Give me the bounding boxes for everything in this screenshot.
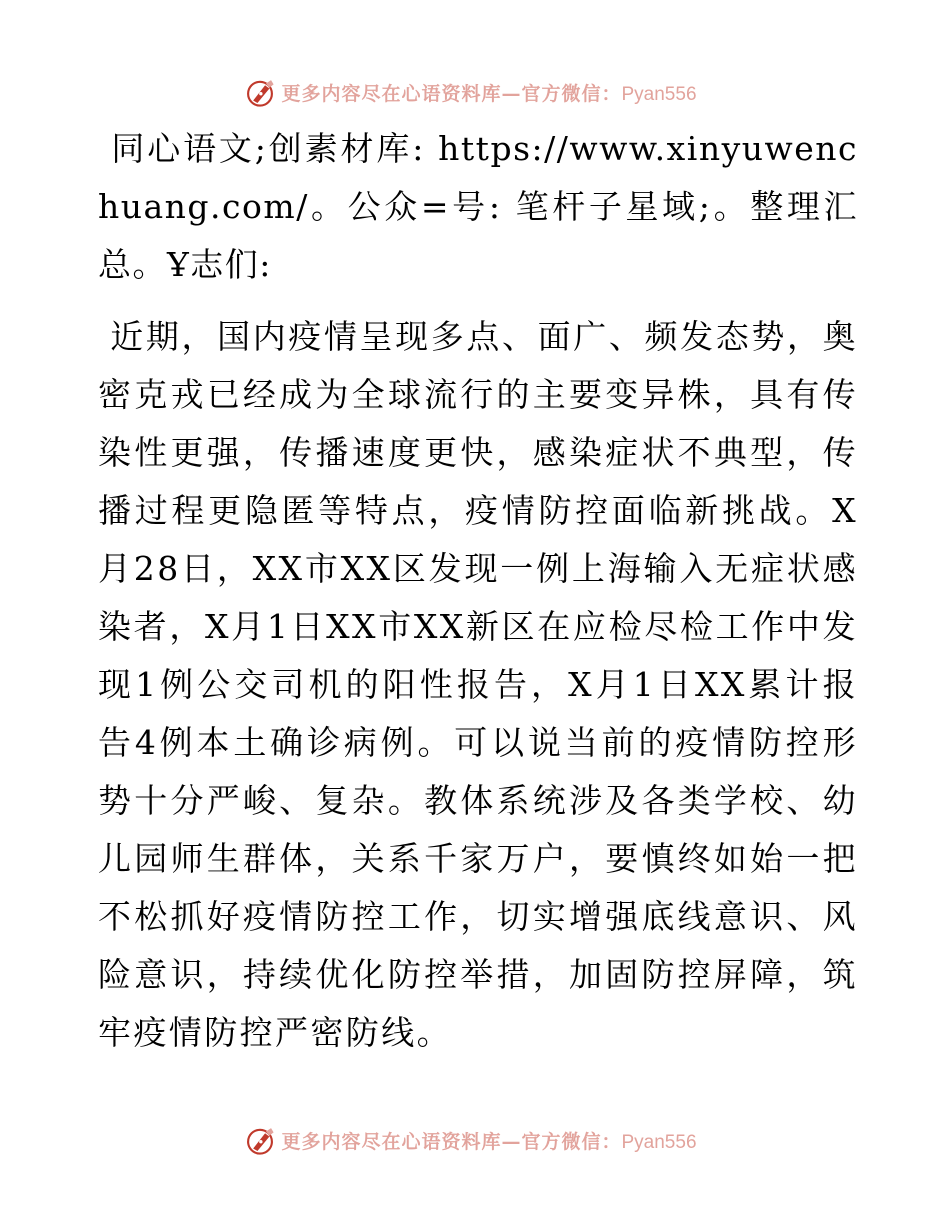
pen-nib-logo-icon (243, 75, 277, 109)
header-banner (0, 72, 950, 112)
footer-banner-handle: Pyan556 (621, 1131, 697, 1153)
paragraph-2 (98, 308, 858, 1062)
paragraph-1-text: 同心语文;创素材库: https://www.xinyuwenchuang.com/。公众=号: 笔杆子星域;。整理汇总。Ұ志们: (98, 129, 858, 284)
footer-banner-text (281, 1127, 696, 1154)
header-banner-text (281, 79, 696, 106)
header-banner-handle: Pyan556 (621, 83, 697, 105)
footer-banner (0, 1120, 950, 1160)
header-banner-label: 更多内容尽在心语资料库—官方微信： (281, 82, 622, 105)
document-body (98, 120, 858, 1062)
paragraph-1 (98, 120, 858, 294)
footer-banner-label: 更多内容尽在心语资料库—官方微信： (281, 1130, 622, 1153)
pen-nib-logo-icon (243, 1123, 277, 1157)
paragraph-2-text: 近期，国内疫情呈现多点、面广、频发态势，奥密克戎已经成为全球流行的主要变异株，具有传染性更强，传播速度更快，感染症状不典型，传播过程更隐匿等特点，疫情防控面临新挑战。X月28日，XX市XX区发现一例上海输入无症状感染者，X月1日XX市XX新区在应检尽检工作中发现1例公交司机的阳性报告，X月1日XX累计报告4例本土确诊病例。可以说当前的疫情防控形势十分严峻、复杂。教体系统涉及各类学校、幼儿园师生群体，关系千家万户，要慎终如始一把不松抓好疫情防控工作，切实增强底线意识、风险意识，持续优化防控举措，加固防控屏障，筑牢疫情防控严密防线。 (98, 317, 858, 1052)
